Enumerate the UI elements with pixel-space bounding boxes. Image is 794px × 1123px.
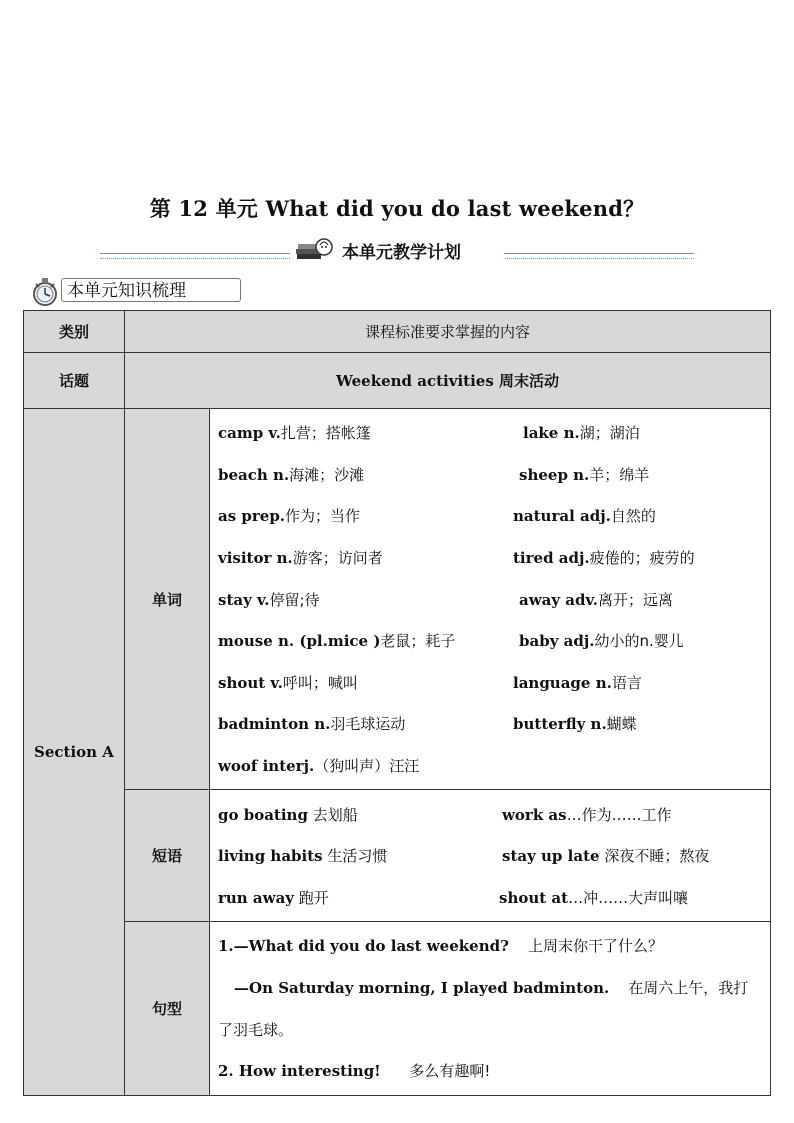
phrases-label: 短语 [125, 790, 210, 922]
vocab-list [210, 409, 770, 789]
page-title: 第 12 单元 What did you do last weekend？ [149, 196, 645, 221]
topic-row [24, 353, 771, 409]
section-tag-label: 本单元知识梳理 [61, 278, 241, 302]
section-a-label: Section A [24, 409, 125, 1096]
sentence-line: 1.—What did you do last weekend? 上周末你干了什么？ [218, 936, 663, 956]
phrases-row [24, 790, 771, 922]
alarm-clock-icon [30, 275, 64, 307]
sentence-line: 2. How interesting! 多么有趣啊! [218, 1061, 491, 1081]
knowledge-table [23, 310, 771, 1096]
plan-badge-label: 本单元教学计划 [342, 243, 461, 263]
phrase-list [210, 790, 770, 921]
sentences-row [24, 922, 771, 1095]
vocab-row: visitor n.游客；访问者 tired adj.疲倦的；疲劳的 [218, 549, 695, 568]
vocab-row: as prep.作为；当作 natural adj.自然的 [218, 507, 656, 526]
sentence-list [210, 922, 770, 1094]
words-row [24, 409, 771, 790]
plan-badge [290, 235, 504, 263]
vocab-row: mouse n. (pl.mice )老鼠；耗子 baby adj.幼小的n.婴儿 [218, 632, 684, 651]
topic-label: 话题 [24, 353, 125, 409]
phrase-row: living habits 生活习惯 stay up late 深夜不睡；熬夜 [218, 847, 710, 866]
books-scroll-icon [294, 235, 334, 261]
words-label: 单词 [125, 409, 210, 790]
sentences-label: 句型 [125, 922, 210, 1095]
header-category: 类别 [24, 311, 125, 353]
sentence-line: 了羽毛球。 [218, 1020, 294, 1039]
sentences-content [210, 922, 771, 1095]
phrases-content [210, 790, 771, 922]
plan-banner [100, 233, 694, 265]
sentence-line: —On Saturday morning, I played badminton. 在周六上午，我打 [234, 978, 749, 998]
vocab-row: badminton n.羽毛球运动 butterfly n.蝴蝶 [218, 715, 637, 734]
vocab-row: shout v.呼叫；喊叫 language n.语言 [218, 673, 642, 692]
vocab-row: camp v.扎营；搭帐篷 lake n.湖；湖泊 [218, 424, 640, 443]
vocab-row: beach n.海滩；沙滩 sheep n.羊；绵羊 [218, 465, 650, 484]
vocab-row: woof interj.（狗叫声）汪汪 [218, 757, 420, 776]
phrase-row: go boating 去划船 work as…作为……工作 [218, 805, 672, 824]
vocab-row: stay v.停留;待 away adv.离开；远离 [218, 590, 673, 609]
phrase-row: run away 跑开 shout at…冲……大声叫嚷 [218, 888, 689, 907]
words-content [210, 409, 771, 790]
table-header-row [24, 311, 771, 353]
topic-value: Weekend activities 周末活动 [125, 353, 771, 409]
header-content: 课程标准要求掌握的内容 [125, 311, 771, 353]
